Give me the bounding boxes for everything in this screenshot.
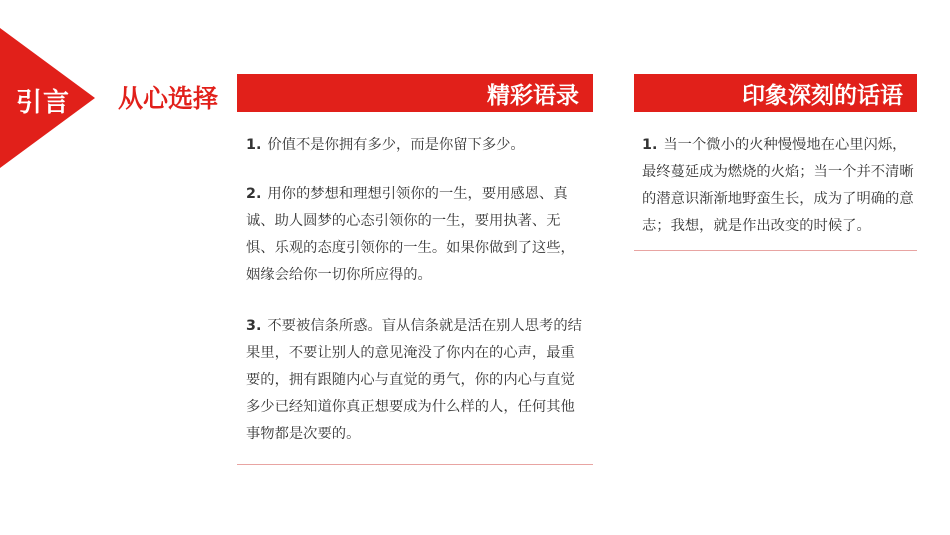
quotes-card-body [237, 112, 593, 448]
quote-text: 用你的梦想和理想引领你的一生，要用感恩、真诚、助人圆梦的心态引领你的一生，要用执著、无惧、乐观的态度引领你的一生。如果你做到了这些，姻缘会给你一切你所应得的。 [246, 186, 575, 283]
quote-item [246, 132, 589, 159]
quote-text: 价值不是你拥有多少，而是你留下多少。 [267, 137, 525, 153]
impressive-words-card [634, 74, 917, 263]
quote-item [642, 132, 917, 240]
quote-text: 当一个微小的火种慢慢地在心里闪烁，最终蔓延成为燃烧的火焰；当一个并不清晰的潜意识渐渐地野蛮生长，成为了明确的意志；我想，就是作出改变的时候了。 [642, 137, 914, 234]
quote-item [246, 181, 589, 289]
impressive-words-card-title: 印象深刻的话语 [742, 82, 903, 109]
quote-number: 2. [246, 186, 262, 202]
quotes-card [237, 74, 593, 471]
card-divider [634, 250, 917, 251]
section-title: 从心选择 [118, 84, 219, 113]
quote-number: 1. [642, 137, 658, 153]
quote-number: 1. [246, 137, 262, 153]
quotes-card-title: 精彩语录 [487, 82, 579, 109]
impressive-words-card-header [634, 74, 917, 112]
quote-text: 不要被信条所惑。盲从信条就是活在别人思考的结果里，不要让别人的意见淹没了你内在的心声，最重要的，拥有跟随内心与直觉的勇气，你的内心与直觉多少已经知道你真正想要成为什么样的人，任何其他事物都是次要的。 [246, 318, 582, 442]
quote-number: 3. [246, 318, 262, 334]
impressive-words-card-body [634, 112, 917, 240]
card-divider [237, 464, 593, 465]
quotes-card-header [237, 74, 593, 112]
quote-item [246, 313, 589, 448]
intro-badge-label: 引言 [16, 88, 71, 118]
